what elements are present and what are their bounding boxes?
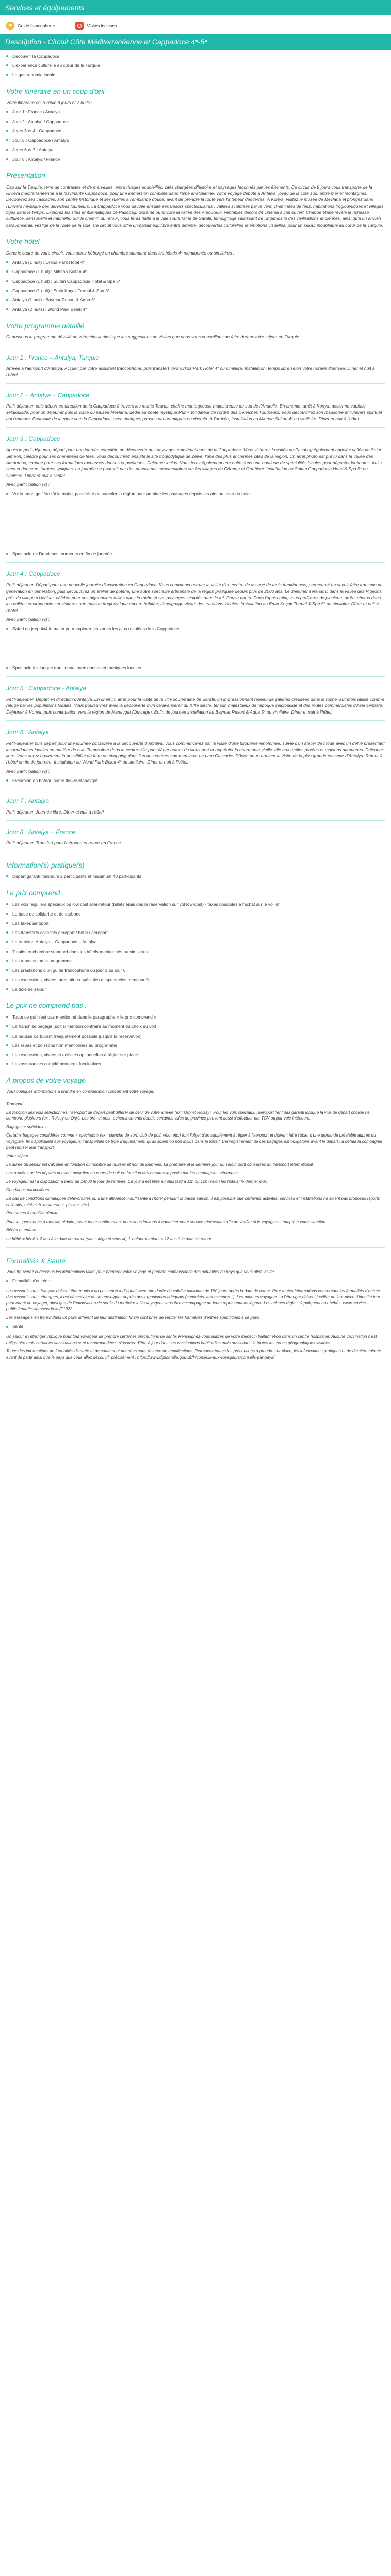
presentation-text: Cap sur la Turquie, terre de contrastes et de merveilles, entre rivages ensoleillés, cités chargées d'histoire et paysages façonnés par les éléments. Ce circuit de 8 jours vous transporte de la Riviera méditerranéenne à la fascinante Cappadoce, pour une immersion complète dans l'âme anatolienne. Votre voyage débute à Antalya, joyau de la côte sud, entre mer et montagnes. Découvrez ses cascades, son centre historique et ses ruelles à l'ambiance douce, avant de prendre la route vers l'intérieur des terres. À Konya, visitez le musée de Mevlana et plongez dans l'univers mystique des derviches tourneurs. La Cappadoce vous dévoile ensuite ses trésors spectaculaires : vallées sculptées par le vent, cheminées de fées, habitations troglodytiques et villages figés dans le temps. Explorez les sites emblématiques de Pasabag, Göreme ou encore la vallée des Amoureux, véritables décors de cinéma à ciel ouvert. Chaque étape révèle la richesse culturelle, sensorielle et naturelle. Sur le chemin du retour, vous ferez halte à la ville souterraine de Saratli, témoignage saisissant de l'ingéniosité des civilisations anciennes, ainsi qu'à un ancien caravansérail, vestige de la route de la soie. Ce circuit vous offre un parfait équilibre entre détente, découvertes culturelles et émotions visuelles, pour un séjour inoubliable au cœur de la Turquie. [6,184,384,228]
optional-label: Avec participation (€) : [6,768,50,774]
guide-icon [6,22,14,30]
day-2 [0,391,391,422]
programme-section [0,321,391,341]
apropos-paragraph: Le voyageur est à disposition à partir de 14h00 le jour de l'arrivée. Ce jour il est libre au plus tard à 11h ou 12h (selon les hôtels) le dernier jour. [6,1179,267,1184]
apropos-paragraph: En cas de conditions climatiques défavorables ou d'une affluence insuffisante à l'hôtel pendant la basse saison, il est possible que certaines activités, services et installations ne soient pas proposés (sports collectifs, mini-club, restaurants, piscine, etc.) [6,1196,380,1207]
info-section [0,860,391,871]
day-4 [0,570,391,622]
description-header: Description - Circuit Côte Méditerranéenne et Cappadoce 4*-5* [0,34,391,49]
formalites-section [0,1256,391,1275]
formalites-intro: Vous trouverez ci-dessous les informations utiles pour préparer votre voyage et prendre connaissance des actualités du pays que vous allez visiter. [6,1269,275,1275]
apropos-intro: Voici quelques informations à prendre en considération concernant votre voyage. [6,1089,154,1094]
apropos-paragraph: Certains bagages considérés comme « spéciaux » (ex : planche de surf, club de golf, vélo, etc.) font l'objet d'un supplément à régler à l'aéroport et doivent faire l'objet d'une demande préalable auprès du voyagiste. Ils s'appliquent aux voyageurs transportant ce type d'équipement, qu'ils soient ou non inclus dans le forfait. L'enregistrement de ces bagages est obligatoire avant le départ ; à défaut la compagnie peut refuser leur transport. [6,1133,382,1150]
list-item: Excursion en bateau sur le fleuve Manavgat. [6,777,385,784]
list-item: Les repas et boissons non mentionnés au programme [6,1042,385,1048]
optional-list [0,551,391,557]
list-item: Le transfert Antalya – Cappadoce – Antalya [6,939,385,945]
description-list [0,53,391,78]
list-item: La base de solidarité et de carbone [6,911,385,917]
list-item: Antalya (1 nuit) : Baymar Resort & Aqua 5* [6,297,385,303]
noncomprend-list [0,1014,391,1067]
day-title: Jour 6 : Antalya [6,728,49,736]
sante-body [0,1334,391,1360]
list-item: La taxe de séjour [6,986,385,992]
list-item: Antalya (2 nuits) : World Park Belek 4* [6,306,385,312]
formalites-text: Un séjour à l'étranger implique pour tout voyageur de prendre certaines précautions de santé. Renseignez-vous auprès de votre médecin traitant et/ou dans un centre hospitalier. Aucune vaccination n'est obligatoire mais certaines vaccinations sont recommandées : s'assurer d'être à jour dans ses vaccinations habituelles mais aussi dans le toutes les zones géographiques visitées. [6,1334,377,1345]
list-item: Spectacle de Derviches tourneurs en fin de journée [6,551,385,557]
noncomprend-title: Le prix ne comprend pas : [6,1002,87,1010]
visits-icon [75,22,84,30]
presentation-section [0,171,391,256]
day-8 [0,828,391,846]
day-7 [0,796,391,815]
apropos-paragraph: Le bébé = bébé < 2 ans à la date de retour (sans siège et sans lit). L'enfant = enfant < 12 ans à la date du retour. [6,1236,213,1242]
optional-list [0,777,391,784]
hotel-title: Votre hôtel [6,238,40,246]
apropos-title: À propos de votre voyage [6,1076,86,1084]
list-item: Cappadoce (1 nuit) : Sultan Cappadocia Hotel & Spa 5* [6,278,385,284]
list-item: La franchise bagage (soit si mention contraire au moment du choix du vol) [6,1023,385,1029]
apropos-paragraph: Votre séjour [6,1154,28,1159]
optional-label: Avec participation (€) : [6,616,50,622]
optional-list [0,625,391,632]
list-item: Santé [6,1324,385,1330]
list-item: Toute ce qui n'est pas mentionné dans le paragraphe « le prix comprend » [6,1014,385,1020]
list-item: 7 nuits en chambre standard dans les hôtels mentionnés ou similaires [6,948,385,955]
list-item: Départ garanti minimum 2 participants et maximum 40 participants [6,873,385,879]
comprend-title: Le prix comprend : [6,889,64,897]
list-item: Les excursions, visites et activités optionnelles à régler sur place [6,1052,385,1058]
apropos-paragraph: Bébés et enfants [6,1228,38,1233]
apropos-paragraph: La durée du séjour est calculée en fonction du nombre de nuitées et non de journées. La première et la dernière jour du séjour sont consacrés au transport international. [6,1162,314,1167]
service-guide [6,22,55,30]
apropos-paragraph: Pour les personnes à mobilité réduite, avant toute confirmation, nous vous invitons à contacter notre service réservation afin de vérifier si le voyage est adapté à votre situation. [6,1219,327,1224]
optional-list [0,490,391,497]
noncomprend-section [0,1001,391,1011]
services-header: Services et équipements [0,0,391,15]
list-item: Jours 6 et 7 : Antalya [6,147,385,153]
apropos-paragraph: En fonction des vols sélectionnés, l'aéroport de départ peut différer de celui de votre arrivée (ex : Orly et Roissy). Pour les vols spéciaux, l'aéroport tient pas garanti lorsque la ville de départ choisie ne comporte plusieurs (ex : Roissy ou Orly). Les pré- et post- acheminements depuis certaines villes de province peuvent aussi s'effectuer par TGV ou par voie intérieure. [6,1110,370,1121]
list-item: Jour 8 : Antalya / France [6,156,385,162]
service-guide-label: Guide francophone [18,23,55,29]
day-title: Jour 5 : Cappadoce - Antalya [6,684,86,692]
info-title: Information(s) pratique(s) [6,861,85,869]
hotel-list [0,259,391,313]
apercu-section [0,87,391,106]
day-title: Jour 4 : Cappadoce [6,570,60,578]
programme-intro: Ci-dessous le programme détaillé de votre circuit ainsi que les suggestions de visites que nous vous conseillons de faire durant votre séjour en Turquie. [6,334,301,340]
presentation-title: Présentation [6,172,45,180]
service-visits-label: Visites incluses [87,23,117,29]
list-item: Cappadoce (1 nuit) : Mihrian Sultan 4* [6,268,385,275]
list-item: Les repas selon le programme [6,958,385,964]
formalites-list [0,1324,391,1330]
list-item: La gastronomie locale [6,72,385,78]
apercu-intro: Votre itinéraire en Turquie 8 jours et 7 nuits : [6,100,92,106]
comprend-list [0,901,391,992]
list-item: La hausse carburant (réajustement possible jusqu'à la réservation) [6,1033,385,1039]
day-text: Petit-déjeuner. Départ en direction d'Antalya. En chemin, arrêt pour la visite de la ville souterraine de Saratli, un impressionnant réseau de galeries creusées dans la roche, autrefois utilisé comme refuge par les populations locales. Vous poursuivrez avec la découverte d'un caravansérail du XIIIe siècle, témoin majestueux de l'époque seldjoukide et des routes commerciales d'Asie centrale. Déjeuner à Konya, puis continuation vers la région de Manavgat (Ouvrage). Enfin de journée installation au Baymar Resort & Aqua 5* ou similaire. Dîner et nuit à l'hôtel. [6,697,384,715]
comprend-section [0,888,391,899]
day-text: Petit-déjeuner. Départ pour une nouvelle journée d'exploration en Cappadoce. Vous commencerez par la visite d'un centre de tissage de tapis traditionnels, permettant un savoir-faire transmis de génération en génération, puis découvrirez un atelier de poterie, une autre spécialité artisanale de la région pratiquée depuis plus de 2000 ans. Le déjeuner sera servi dans la vallée des Pigeons, près du village d'Uçhisar, célèbre pour ses pigeonniers taillés dans la roche et ses paysages sculptés dans le tuf. Pause photo. Dans l'après-midi, vous profiterez de plusieurs arrêts photos dans les vallées environnantes et visiterez une maison troglodytique encore habitée, témoignage vivant des traditions locales. Installation au Emin Koçak Termal & Spa 5* ou similaire. Dîner et nuit à l'hôtel. [6,582,383,613]
list-item: Cappadoce (1 nuit) : Emin Koçak Termal & Spa 5* [6,287,385,294]
apropos-paragraph: Transport [6,1101,24,1106]
list-item: L'expérience culturelle au cœur de la Turquie [6,62,385,69]
formalites-text: Les ressortissants français doivent être munis d'un passeport individuel avec une durée de validité minimum de 150 jours après la date de retour. Pour toutes informations concernant les formalités d'entrée des ressortissants étrangers, il est nécessaire de se renseigner auprès des organismes adéquats (consulats, ambassades...). Les mineurs voyageant à l'étranger doivent justifier de leur pièce d'identité leur permettant de voyager, ainsi que de l'autorisation de sortie du territoire « Un voyageur sans être accompagné de leurs représentants légaux. Les mêmes règles s'appliquent aux bébés. www.service-public.fr/particuliers/vosdroits/F1922 [6,1289,380,1312]
day-5 [0,684,391,715]
hotel-intro: Dans le cadre de votre circuit, vous serez hébergé en chambre standard dans les hôtels 4* mentionnés ou similaires : [6,250,235,256]
day-title: Jour 2 – Antalya – Cappadoce [6,391,89,399]
day-3 [0,435,391,487]
day-6 [0,728,391,774]
apropos-paragraph: Personnes à mobilité réduite [6,1211,59,1216]
list-item: Les transferts collectifs aéroport / hôtel / aéroport [6,929,385,936]
day-text: Petit-déjeuner, puis départ en direction de la Cappadoce à travers les monts Taurus, chaîne montagneuse majestueuse du sud de l'Anatolie. En chemin, arrêt à Konya, ancienne capitale seldjoukide, pour un déjeuner puis la visite du musée Mevlana, dédié au poète mystique Rumi, fondateur de l'ordre des Derviches Tourneurs. Vous découvrirez son mausolée et l'univers spirituel qui l'entoure. Poursuite de la route vers la Cappadoce, avec quelques pauses panoramiques en chemin. À l'arrivée, installation au Mihrian Sultan 4* ou similaire. Dîner et nuit à l'hôtel. [6,403,382,421]
apropos-paragraph: Conditions particulières [6,1188,50,1193]
apropos-section [0,1076,391,1242]
day-text: Après le petit-déjeuner, départ pour une journée complète de découverte des paysages emblématiques de la Cappadoce. Vous visiterez la vallée de Pasabag également appelée vallée de Saint Siméon, célèbre pour ses cheminées de fées. Vous découvrirez ensuite le site troglodytique de Zelve, l'une des plus anciennes cités de la région. Un arrêt photo est prévu dans la vallée des Amoureux, connue pour ses formations rocheuses douces et poétiques. Déjeuner inclus. Vous ferez également une halte dans une boutique de spécialités locales pour déguster loukoums, fruits secs et douceurs turques typiques. La journée se poursuit par des panoramas spectaculaires sur les villages de Göreme et Ortahisar. Installation au Sultan Cappadocia Hotel & Spa 5* ou similaire. Dîner et nuit à l'hôtel. [6,447,382,478]
list-item: Les excursions, visites, prestations spéciales et spectacles mentionnés [6,977,385,983]
apropos-paragraph: Les arrivées ou les départs peuvent avoir lieu au cours de nuit en fonction des horaires imposés par les compagnies aériennes. [6,1171,239,1176]
optional-list [0,665,391,671]
formalites-text: Les passagers en transit dans un pays différent de leur destination finale sont priés de vérifier les formalités d'entrée spécifiques à ce pays. [6,1315,260,1320]
apercu-days [0,109,391,162]
list-item: Spectacle folklorique traditionnel avec danses et musiques locales [6,665,385,671]
list-item: Vol en montgolfière tôt le matin, possibilité de survoler la région pour admirer les paysages depuis les airs au lever du soleil [6,490,385,497]
list-item: Jour 2 : Antalya / Cappadoce [6,118,385,125]
list-item: Découvrir la Cappadoce [6,53,385,59]
formalites-list [0,1278,391,1284]
services-row [0,15,391,34]
info-list [0,873,391,879]
apropos-paragraph: Bagages « spéciaux » [6,1124,47,1129]
list-item: Les vols réguliers spéciaux ou low cost aller-retour (billets émis dès la réservation sur vol low-cost) - taxes possibles à l'achat sur le voilier [6,901,385,907]
optional-label: Avec participation (€) : [6,481,50,487]
day-1 [0,353,391,378]
programme-title: Votre programme détaillé [6,321,85,330]
day-text: Petit-déjeuner. Journée libre. Dîner et nuit à l'hôtel. [6,809,105,815]
day-title: Jour 8 : Antalya – France [6,828,75,836]
day-text: Petit-déjeuner. Transfert pour l'aéroport et retour en France. [6,840,122,846]
list-item: Jour 1 : France / Antalya [6,109,385,115]
list-item: Les assurances complémentaires facultatives [6,1061,385,1067]
day-text: Arrivée à l'aéroport d'Antalya. Accueil par votre assistant francophone, puis transfert vers Orkoa Park Hotel 4* ou similaire. Installation, temps libre selon votre horaire d'arrivée. Dîner et nuit à l'hôtel. [6,366,375,378]
apercu-title: Votre itinéraire en un coup d'œil [6,87,105,95]
day-text: Petit-déjeuner puis départ pour une journée consacrée à la découverte d'Antalya. Vous commencerez par la visite d'une bijouterie renommée, suivie d'un atelier de mode avec un défilé présentant les tendances locales en matière de cuir. Temps libre dans le centre-ville pour flâner autour du vieux port et apprécier la charmante vieille ville aux ruelles pavées et maisons ottomanes. Déjeuner libre. Vous aurez également la possibilité de faire du shopping dans l'un des centres commerciaux. Le parc Cascades Düden pour terminer la visite de la plus grande cascade d'Antalya. Retour à l'hôtel en fin de journée. Installation au World Park Belek 4* ou similaire. Dîner et nuit à l'hôtel. [6,740,385,765]
list-item: Antalya (1 nuit) : Orkoa Park Hotel 4* [6,259,385,265]
day-title: Jour 3 : Cappadoce [6,435,60,443]
list-item: Safari en jeep 4x4 le matin pour explorer les zones les plus reculées de la Cappadoce [6,625,385,632]
day-title: Jour 1 : France – Antalya, Turquie [6,353,100,361]
day-title: Jour 7 : Antalya [6,797,49,805]
formalites-title: Formalités & Santé [6,1257,66,1265]
service-visits [75,22,117,30]
list-item: Jour 5 : Cappadoce / Antalya [6,137,385,143]
list-item: Jours 3 et 4 : Cappadoce [6,128,385,134]
formalites-text: Toutes les informations de formalités d'entrée et de santé sont données sous réserve de modifications. Retrouvez toutes les précautions à prendre sur place, les informations pratiques et de dernière minute avant de partir ainsi que le pays que vous allez découvrir précisément : https://www.diplomatie.gouv.fr/fr/conseils-aux-voyageurs/conseils-par-pays/ [6,1349,381,1360]
list-item: Les prestations d'un guide francophone du jour 2 au jour 6 [6,967,385,973]
formalites-body [0,1288,391,1320]
list-item: Les taxes aéroport [6,920,385,926]
list-item: Formalités d'entrée : [6,1278,385,1284]
